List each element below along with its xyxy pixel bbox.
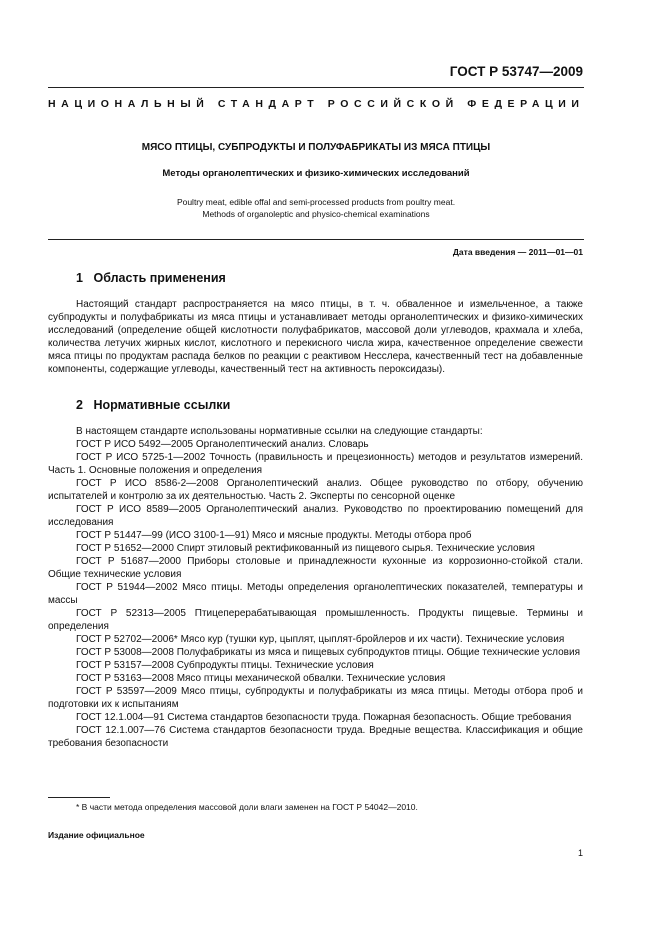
reference-item: ГОСТ Р 51944—2002 Мясо птицы. Методы определения органолептических показателей, температуры и массы: [48, 582, 583, 606]
reference-item: ГОСТ Р 51652—2000 Спирт этиловый ректификованный из пищевого сырья. Технические условия: [76, 543, 535, 554]
reference-item: ГОСТ Р 51687—2000 Приборы столовые и принадлежности кухонные из коррозионно-стойкой стали. Общие технические условия: [48, 556, 583, 580]
reference-item: ГОСТ Р 53597—2009 Мясо птицы, субпродукты и полуфабрикаты из мяса птицы. Методы отбора проб и подготовки их к испытаниям: [48, 686, 583, 710]
reference-item: ГОСТ Р 53163—2008 Мясо птицы механической обвалки. Технические условия: [76, 673, 446, 684]
section-1-paragraph: Настоящий стандарт распространяется на мясо птицы, в т. ч. обваленное и измельченное, а также субпродукты и полуфабрикаты из мяса птицы и устанавливает методы органолептических и физико-химических исследований (определение общей кислотности полуфабрикатов, массовой доли углеводов, крахмала и хлеба, количества летучих жирных кислот, кислотного и перекисного числа жира, качественное определение свежести мяса птицы по продуктам распада белков по реакции с реактивом Несслера, качественный тест на добавленные компоненты, содержащие углеводы, качественный тест на активность пероксидазы).: [48, 299, 583, 375]
header-rule: [48, 87, 584, 88]
reference-item: ГОСТ Р 53157—2008 Субпродукты птицы. Технические условия: [76, 660, 374, 671]
section-1-number: 1: [76, 271, 83, 285]
title-rule: [48, 239, 584, 240]
document-subtitle: Методы органолептических и физико-химических исследований: [162, 168, 470, 179]
edition-label: Издание официальное: [48, 830, 145, 840]
reference-item: ГОСТ Р ИСО 8586-2—2008 Органолептический анализ. Общее руководство по отбору, обучению испытателей и контролю за их деятельностью. Часть 2. Эксперты по сенсорной оценке: [48, 478, 583, 502]
gost-code: ГОСТ Р 53747—2009: [449, 64, 583, 79]
reference-item: ГОСТ Р ИСО 5492—2005 Органолептический анализ. Словарь: [76, 439, 369, 450]
reference-item: В настоящем стандарте использованы нормативные ссылки на следующие стандарты:: [76, 426, 483, 437]
english-title: [48, 196, 584, 220]
footnote: * В части метода определения массовой доли влаги заменен на ГОСТ Р 54042—2010.: [76, 802, 418, 812]
reference-item: ГОСТ Р 51447—99 (ИСО 3100-1—91) Мясо и мясные продукты. Методы отбора проб: [76, 530, 472, 541]
introduction-date: Дата введения — 2011—01—01: [452, 247, 583, 257]
document-title: МЯСО ПТИЦЫ, СУБПРОДУКТЫ И ПОЛУФАБРИКАТЫ ИЗ МЯСА ПТИЦЫ: [141, 142, 491, 153]
national-standard-banner: НАЦИОНАЛЬНЫЙ СТАНДАРТ РОССИЙСКОЙ ФЕДЕРАЦИИ: [48, 98, 585, 110]
section-2-heading: [76, 398, 230, 412]
section-2-number: 2: [76, 398, 83, 412]
section-1-title: Область применения: [93, 271, 226, 285]
section-2-references: [48, 425, 583, 750]
english-title-line-2: Methods of organoleptic and physico-chemical examinations: [202, 209, 430, 219]
reference-item: ГОСТ Р ИСО 8589—2005 Органолептический анализ. Руководство по проектированию помещений для исследования: [48, 504, 583, 528]
footnote-rule: [48, 797, 110, 798]
english-title-line-1: Poultry meat, edible offal and semi-processed products from poultry meat.: [176, 197, 456, 207]
section-1-body: [48, 298, 583, 376]
reference-item: ГОСТ Р 53008—2008 Полуфабрикаты из мяса и пищевых субпродуктов птицы. Общие технические условия: [76, 647, 580, 658]
reference-item: ГОСТ Р 52313—2005 Птицеперерабатывающая промышленность. Продукты пищевые. Термины и определения: [48, 608, 583, 632]
page-number: 1: [577, 848, 583, 858]
reference-item: ГОСТ Р 52702—2006* Мясо кур (тушки кур, цыплят, цыплят-бройлеров и их части). Технические условия: [76, 634, 565, 645]
reference-item: ГОСТ 12.1.004—91 Система стандартов безопасности труда. Пожарная безопасность. Общие требования: [76, 712, 572, 723]
reference-item: ГОСТ Р ИСО 5725-1—2002 Точность (правильность и прецезионность) методов и результатов измерений. Часть 1. Основные положения и определения: [48, 452, 583, 476]
section-1-heading: [76, 271, 226, 285]
reference-item: ГОСТ 12.1.007—76 Система стандартов безопасности труда. Вредные вещества. Классификация и общие требования безопасности: [48, 725, 583, 749]
section-2-title: Нормативные ссылки: [93, 398, 231, 412]
